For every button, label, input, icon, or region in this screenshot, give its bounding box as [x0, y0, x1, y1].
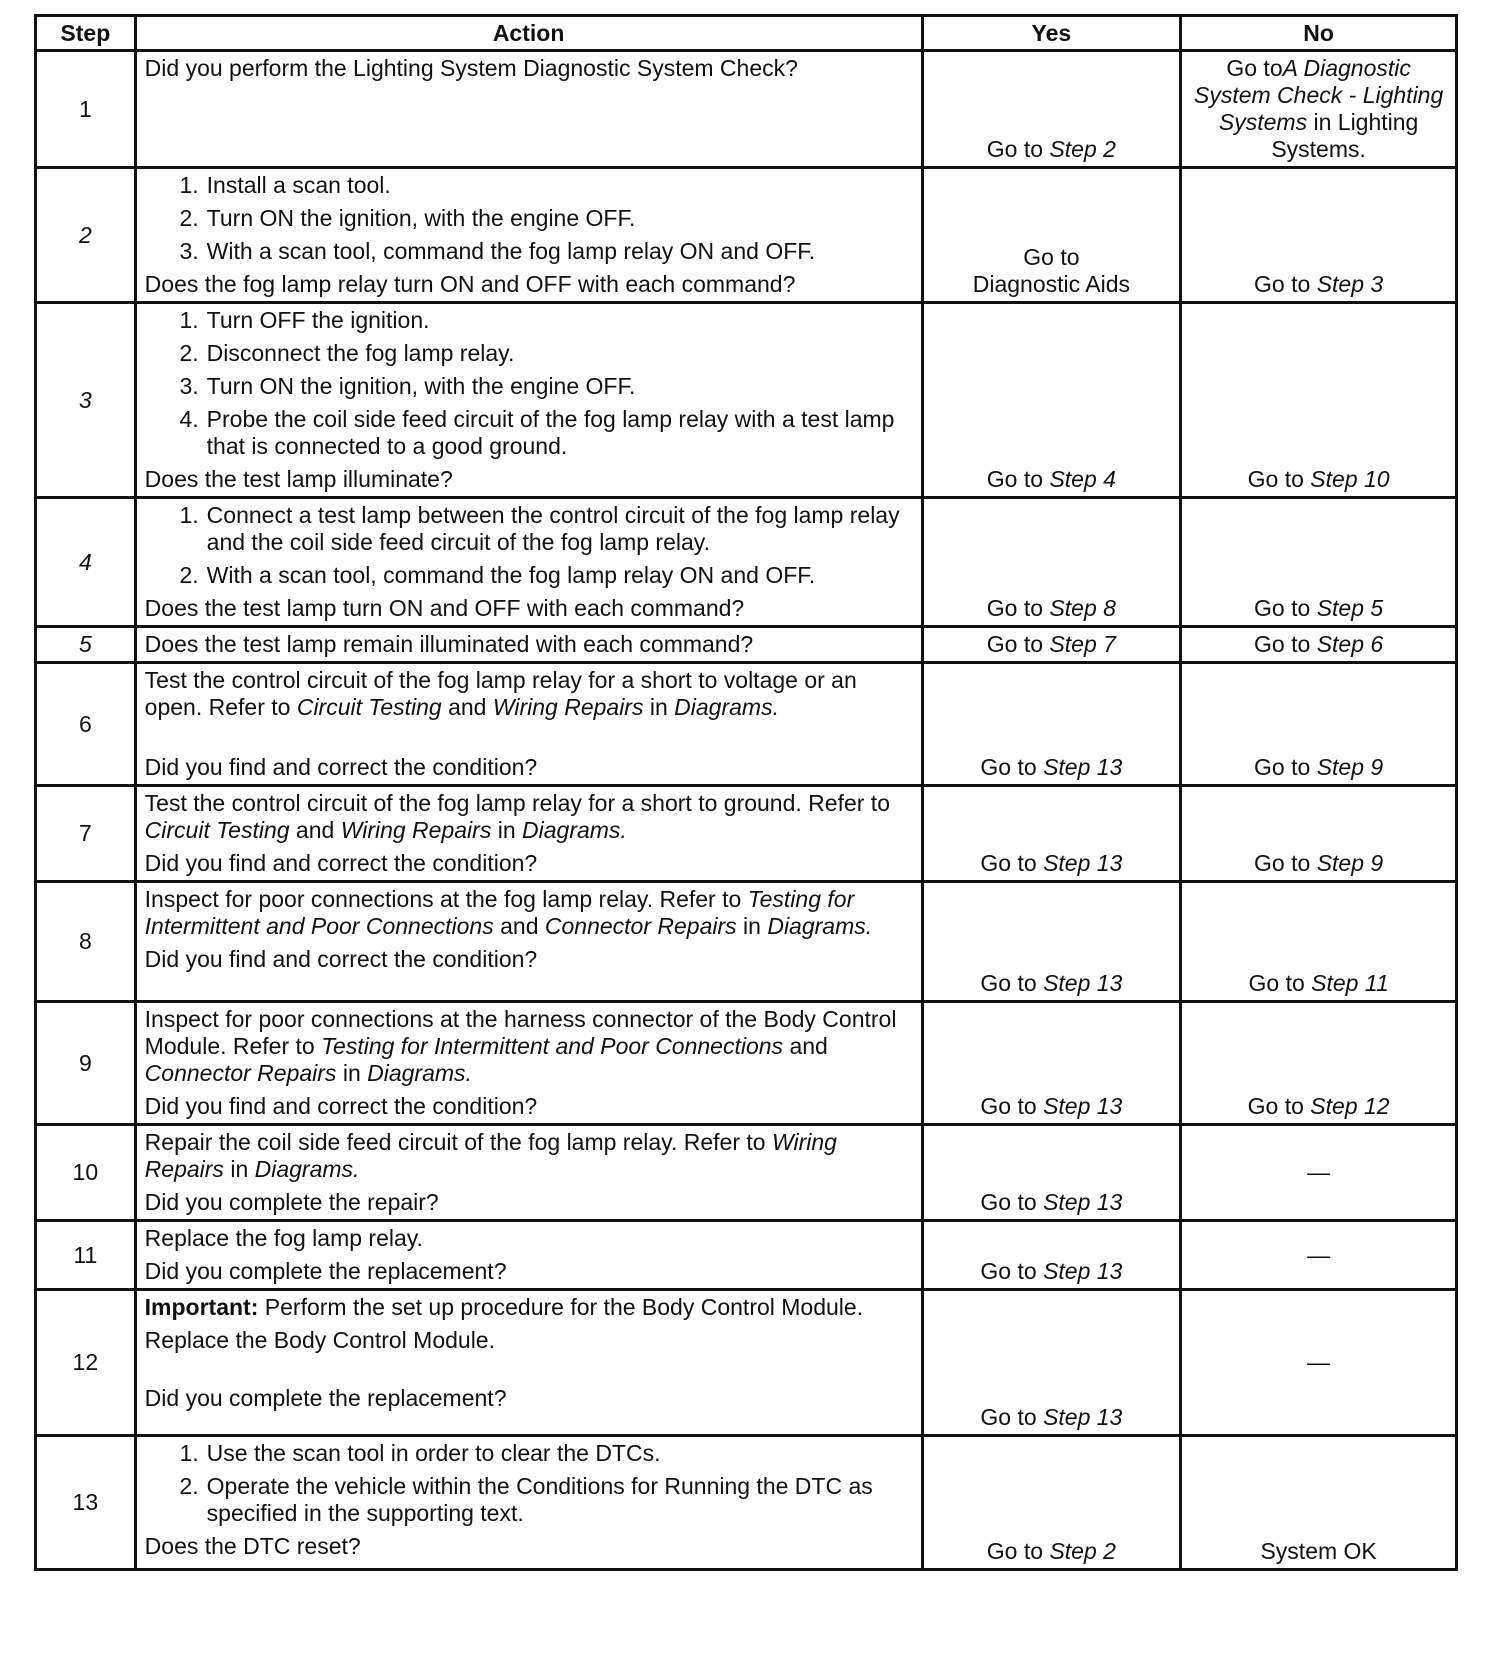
step-number: 1 — [36, 51, 136, 168]
no-cell: Go to Step 6 — [1181, 627, 1457, 663]
step-number: 5 — [36, 627, 136, 663]
action-question: Did you complete the replacement? — [144, 1258, 507, 1284]
no-cell: Go to Step 3 — [1181, 168, 1457, 303]
step-number: 9 — [36, 1002, 136, 1125]
action-question: Did you complete the repair? — [144, 1189, 439, 1215]
action-cell — [135, 1290, 922, 1436]
step-number: 11 — [36, 1221, 136, 1290]
action-text: Repair the coil side feed circuit of the fog lamp relay. Refer to Wiring Repairs in Diagrams. — [144, 1129, 837, 1182]
action-question: Did you complete the replacement? — [144, 1385, 507, 1411]
list-item: 1. Turn OFF the ignition. — [179, 307, 430, 333]
table-row — [36, 1436, 1457, 1570]
yes-cell: Go to Step 13 — [922, 1290, 1181, 1436]
no-cell: Go to Step 5 — [1181, 498, 1457, 627]
header-yes: Yes — [922, 16, 1181, 51]
step-number: 7 — [36, 786, 136, 882]
action-cell — [135, 498, 922, 627]
action-text: Inspect for poor connections at the harness connector of the Body Control Module. Refer to Testing for Intermittent and Poor Connections and Connector Repairs in Diagrams. — [144, 1006, 897, 1086]
no-cell: Go to Step 9 — [1181, 786, 1457, 882]
no-cell — [1181, 1221, 1457, 1290]
list-item: 3. Turn ON the ignition, with the engine OFF. — [179, 373, 636, 399]
action-cell — [135, 1436, 922, 1570]
list-item: 4. Probe the coil side feed circuit of the fog lamp relay with a test lamp that is connected to a good ground. — [179, 406, 895, 459]
no-cell: Go to Step 12 — [1181, 1002, 1457, 1125]
table-row — [36, 168, 1457, 303]
list-item: 2. Turn ON the ignition, with the engine OFF. — [179, 205, 636, 231]
dash: — — [1307, 1241, 1331, 1268]
table-row — [36, 51, 1457, 168]
no-cell — [1181, 51, 1457, 168]
table-row — [36, 627, 1457, 663]
dash: — — [1307, 1349, 1331, 1375]
action-cell — [135, 786, 922, 882]
table-row — [36, 663, 1457, 786]
action-text: Inspect for poor connections at the fog lamp relay. Refer to Testing for Intermittent and Poor Connections and Connector Repairs in Diagrams. — [144, 886, 873, 939]
table-row — [36, 498, 1457, 627]
header-action: Action — [135, 16, 922, 51]
step-number: 3 — [36, 303, 136, 498]
step-number: 13 — [36, 1436, 136, 1570]
dash: — — [1307, 1159, 1331, 1185]
action-question: Did you find and correct the condition? — [144, 946, 538, 972]
step-number: 4 — [36, 498, 136, 627]
yes-cell: Go to Step 4 — [922, 303, 1181, 498]
important-note: Important: Perform the set up procedure for the Body Control Module. — [144, 1294, 864, 1320]
yes-cell: Go to Step 8 — [922, 498, 1181, 627]
yes-cell: Go to Step 7 — [922, 627, 1181, 663]
table-row — [36, 303, 1457, 498]
list-item: 2. Disconnect the fog lamp relay. — [179, 340, 515, 366]
header-step: Step — [36, 16, 136, 51]
yes-cell: Go to Step 13 — [922, 1002, 1181, 1125]
header-row — [36, 16, 1457, 51]
action-question: Did you find and correct the condition? — [144, 754, 538, 780]
header-no: No — [1181, 16, 1457, 51]
action-cell — [135, 1125, 922, 1221]
table-row — [36, 1290, 1457, 1436]
table-row — [36, 882, 1457, 1002]
action-question: Does the test lamp turn ON and OFF with each command? — [144, 595, 745, 621]
action-question: Did you find and correct the condition? — [144, 850, 538, 876]
action-text: Test the control circuit of the fog lamp relay for a short to voltage or an open. Refer to Circuit Testing and Wiring Repairs in Diagrams. — [144, 667, 857, 720]
step-number: 6 — [36, 663, 136, 786]
yes-cell: Go to Step 13 — [922, 882, 1181, 1002]
yes-prefix: Go to — [986, 136, 1050, 162]
yes-cell: Go to Step 2 — [922, 1436, 1181, 1570]
action-cell — [135, 882, 922, 1002]
yes-cell: Go to Step 13 — [922, 1125, 1181, 1221]
no-cell: Go to Step 11 — [1181, 882, 1457, 1002]
action-question: Does the fog lamp relay turn ON and OFF with each command? — [144, 271, 796, 297]
list-item: 1. Use the scan tool in order to clear the DTCs. — [179, 1440, 661, 1466]
step-number: 12 — [36, 1290, 136, 1436]
list-item: 2. With a scan tool, command the fog lamp relay ON and OFF. — [179, 562, 816, 588]
action-cell — [135, 1221, 922, 1290]
yes-step-ref: Step 2 — [1049, 136, 1116, 162]
diagnostic-table — [34, 14, 1458, 1571]
step-number: 8 — [36, 882, 136, 1002]
list-item: 2. Operate the vehicle within the Conditions for Running the DTC as specified in the supporting text. — [179, 1473, 873, 1526]
list-item: 1. Connect a test lamp between the control circuit of the fog lamp relay and the coil side feed circuit of the fog lamp relay. — [179, 502, 900, 555]
action-question: Does the test lamp illuminate? — [144, 466, 453, 492]
yes-cell — [922, 51, 1181, 168]
table-row — [36, 1221, 1457, 1290]
action-text: Replace the Body Control Module. — [144, 1327, 495, 1353]
action-question: Did you perform the Lighting System Diagnostic System Check? — [144, 55, 798, 81]
action-cell — [135, 51, 922, 168]
no-cell — [1181, 1290, 1457, 1436]
yes-cell: Go to Step 13 — [922, 786, 1181, 882]
no-suffix: in Lighting Systems. — [1271, 109, 1419, 162]
action-cell — [135, 1002, 922, 1125]
table-row — [36, 1002, 1457, 1125]
step-number: 2 — [36, 168, 136, 303]
no-prefix: Go to — [1226, 55, 1283, 81]
action-cell — [135, 627, 922, 663]
list-item: 1. Install a scan tool. — [179, 172, 391, 198]
yes-cell: Go to Diagnostic Aids — [922, 168, 1181, 303]
action-text: Replace the fog lamp relay. — [144, 1225, 423, 1251]
list-item: 3. With a scan tool, command the fog lamp relay ON and OFF. — [179, 238, 816, 264]
step-number: 10 — [36, 1125, 136, 1221]
action-question: Did you find and correct the condition? — [144, 1093, 538, 1119]
action-question: Does the test lamp remain illuminated with each command? — [144, 631, 754, 657]
action-cell — [135, 303, 922, 498]
action-text: Test the control circuit of the fog lamp relay for a short to ground. Refer to Circuit Testing and Wiring Repairs in Diagrams. — [144, 790, 890, 843]
no-cell: Go to Step 9 — [1181, 663, 1457, 786]
no-cell — [1181, 1125, 1457, 1221]
no-cell: System OK — [1181, 1436, 1457, 1570]
no-cell: Go to Step 10 — [1181, 303, 1457, 498]
table-row — [36, 786, 1457, 882]
action-question: Does the DTC reset? — [144, 1533, 361, 1559]
yes-cell: Go to Step 13 — [922, 663, 1181, 786]
no-link-ref: A Diagnostic System Check - Lighting Systems — [1193, 55, 1444, 135]
table-row — [36, 1125, 1457, 1221]
action-cell — [135, 663, 922, 786]
yes-cell: Go to Step 13 — [922, 1221, 1181, 1290]
action-cell — [135, 168, 922, 303]
